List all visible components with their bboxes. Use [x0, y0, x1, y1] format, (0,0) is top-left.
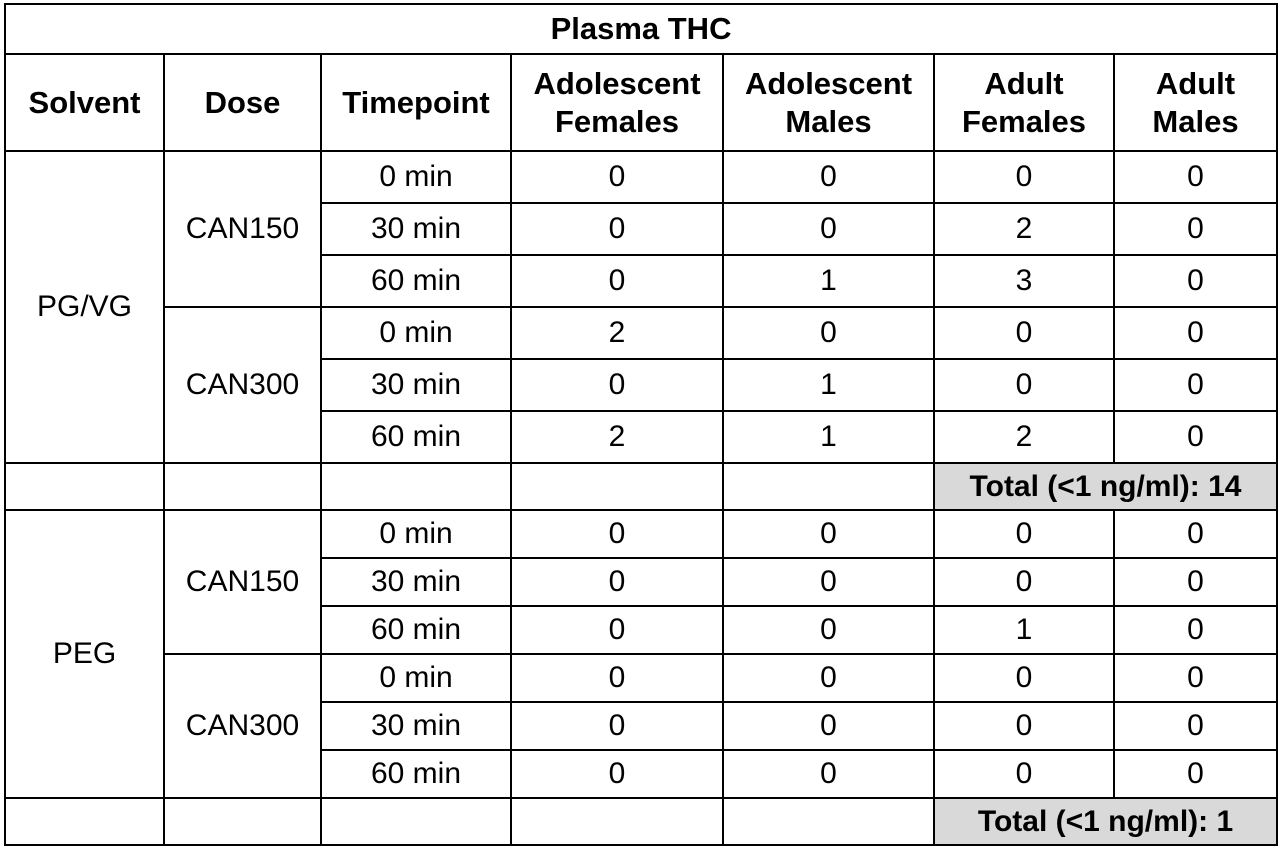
empty-cell: [164, 798, 321, 845]
solvent-cell: PEG: [5, 510, 164, 798]
value-cell: 0: [723, 750, 934, 798]
value-cell: 0: [934, 359, 1114, 411]
value-cell: 0: [511, 654, 723, 702]
table-row: [5, 151, 1277, 203]
empty-cell: [511, 463, 723, 510]
value-cell: 1: [723, 359, 934, 411]
total-cell: Total (<1 ng/ml): 1: [934, 798, 1277, 845]
value-cell: 0: [934, 702, 1114, 750]
timepoint-cell: 30 min: [321, 359, 511, 411]
dose-cell: CAN150: [164, 510, 321, 654]
value-cell: 0: [511, 702, 723, 750]
value-cell: 0: [723, 510, 934, 558]
empty-cell: [164, 463, 321, 510]
value-cell: 0: [723, 151, 934, 203]
value-cell: 0: [723, 702, 934, 750]
value-cell: 0: [511, 606, 723, 654]
empty-cell: [723, 463, 934, 510]
timepoint-cell: 30 min: [321, 558, 511, 606]
value-cell: 1: [723, 411, 934, 463]
value-cell: 0: [1114, 307, 1277, 359]
value-cell: 0: [1114, 510, 1277, 558]
value-cell: 0: [934, 151, 1114, 203]
timepoint-cell: 30 min: [321, 203, 511, 255]
value-cell: 0: [1114, 255, 1277, 307]
value-cell: 0: [723, 307, 934, 359]
value-cell: 0: [511, 558, 723, 606]
value-cell: 0: [723, 203, 934, 255]
value-cell: 0: [934, 558, 1114, 606]
value-cell: 0: [511, 255, 723, 307]
value-cell: 0: [934, 654, 1114, 702]
value-cell: 0: [723, 606, 934, 654]
value-cell: 3: [934, 255, 1114, 307]
value-cell: 1: [723, 255, 934, 307]
value-cell: 0: [511, 151, 723, 203]
value-cell: 2: [934, 203, 1114, 255]
timepoint-cell: 0 min: [321, 510, 511, 558]
timepoint-cell: 0 min: [321, 307, 511, 359]
header-timepoint: Timepoint: [321, 54, 511, 151]
value-cell: 1: [934, 606, 1114, 654]
header-adolescent-males: Adolescent Males: [723, 54, 934, 151]
value-cell: 2: [934, 411, 1114, 463]
solvent-cell: PG/VG: [5, 151, 164, 463]
table-row: [5, 510, 1277, 558]
total-cell: Total (<1 ng/ml): 14: [934, 463, 1277, 510]
value-cell: 0: [1114, 411, 1277, 463]
header-solvent: Solvent: [5, 54, 164, 151]
value-cell: 0: [1114, 606, 1277, 654]
table-row: [5, 307, 1277, 359]
timepoint-cell: 60 min: [321, 255, 511, 307]
total-row: [5, 463, 1277, 510]
dose-cell: CAN300: [164, 307, 321, 463]
value-cell: 2: [511, 411, 723, 463]
value-cell: 2: [511, 307, 723, 359]
empty-cell: [723, 798, 934, 845]
table-title: Plasma THC: [5, 4, 1277, 54]
header-adolescent-females: Adolescent Females: [511, 54, 723, 151]
dose-cell: CAN300: [164, 654, 321, 798]
header-adult-males: Adult Males: [1114, 54, 1277, 151]
empty-cell: [321, 798, 511, 845]
value-cell: 0: [1114, 151, 1277, 203]
timepoint-cell: 0 min: [321, 654, 511, 702]
timepoint-cell: 60 min: [321, 606, 511, 654]
empty-cell: [5, 798, 164, 845]
value-cell: 0: [511, 750, 723, 798]
empty-cell: [321, 463, 511, 510]
header-adult-females: Adult Females: [934, 54, 1114, 151]
value-cell: 0: [1114, 702, 1277, 750]
value-cell: 0: [723, 654, 934, 702]
value-cell: 0: [934, 510, 1114, 558]
value-cell: 0: [1114, 359, 1277, 411]
value-cell: 0: [934, 750, 1114, 798]
total-row: [5, 798, 1277, 845]
value-cell: 0: [1114, 558, 1277, 606]
value-cell: 0: [511, 510, 723, 558]
empty-cell: [511, 798, 723, 845]
value-cell: 0: [1114, 203, 1277, 255]
value-cell: 0: [511, 359, 723, 411]
timepoint-cell: 60 min: [321, 750, 511, 798]
timepoint-cell: 30 min: [321, 702, 511, 750]
dose-cell: CAN150: [164, 151, 321, 307]
value-cell: 0: [1114, 750, 1277, 798]
timepoint-cell: 60 min: [321, 411, 511, 463]
timepoint-cell: 0 min: [321, 151, 511, 203]
value-cell: 0: [934, 307, 1114, 359]
empty-cell: [5, 463, 164, 510]
value-cell: 0: [511, 203, 723, 255]
plasma-thc-table: [4, 3, 1278, 846]
header-dose: Dose: [164, 54, 321, 151]
value-cell: 0: [1114, 654, 1277, 702]
table-row: [5, 654, 1277, 702]
value-cell: 0: [723, 558, 934, 606]
